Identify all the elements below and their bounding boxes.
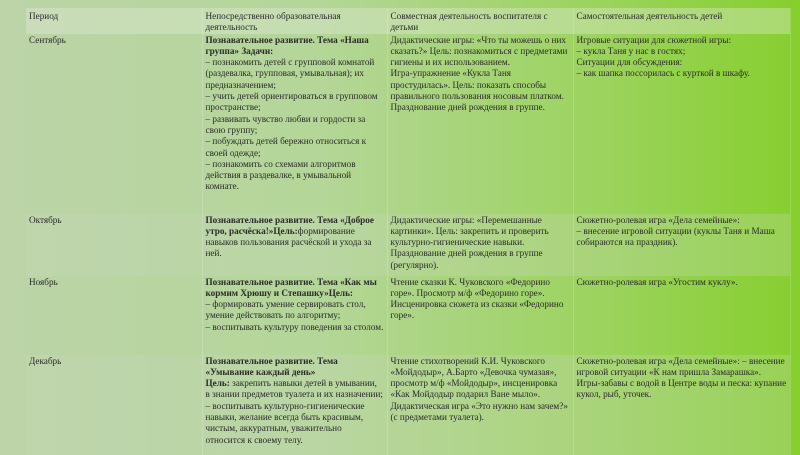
ood-line: – развивать чувство любви и гордости за свою группу; bbox=[205, 113, 366, 135]
independent-cell bbox=[573, 355, 790, 455]
indep-line: Игровые ситуации для сюжетной игры: bbox=[576, 34, 732, 45]
independent-cell bbox=[573, 214, 790, 276]
table-row-november bbox=[26, 276, 790, 355]
joint-line: Игра-упражнение «Кукла Таня простудилась». Цель: показать способы правильного пользования носовым платком. bbox=[390, 68, 564, 102]
table-row-september bbox=[26, 34, 790, 214]
header-direct-education: Непосредственно образовательная деятельность bbox=[202, 8, 387, 34]
indep-line: Сюжетно-ролевая игра «Дела семейные»: bbox=[576, 214, 740, 225]
indep-line: Сюжетно-ролевая игра «Дела семейные»: – внесение игровой ситуации «К нам пришла Замарашка». bbox=[576, 355, 785, 377]
ood-line: – познакомить со схемами алгоритмов действия в раздевалке, в умывальной комнате. bbox=[205, 158, 356, 192]
joint-line: Празднование дней рождения в группе. bbox=[390, 102, 545, 113]
ood-title: Познавательное развитие. Тема «Наша группа» Задачи: bbox=[205, 34, 369, 56]
ood-title: Познавательное развитие. Тема «Доброе утро, расчёска!» bbox=[205, 214, 374, 236]
independent-cell bbox=[573, 276, 790, 355]
month-cell: Октябрь bbox=[26, 214, 202, 276]
ood-title: Познавательное развитие. Тема «Умывание каждый день» bbox=[205, 355, 338, 377]
indep-line: – как шапка поссорилась с курткой в шкафу. bbox=[576, 68, 750, 79]
table-row-october bbox=[26, 214, 790, 276]
header-joint-activity: Совместная деятельность воспитателя с детьми bbox=[387, 8, 573, 34]
header-independent-activity: Самостоятельная деятельность детей bbox=[573, 8, 790, 34]
ood-cell bbox=[202, 355, 387, 455]
activity-plan-table bbox=[26, 8, 791, 455]
joint-cell bbox=[387, 276, 573, 355]
ood-goal-text: закрепить навыки детей в умывании, в знании предметов туалета и их назначении; bbox=[205, 378, 383, 400]
joint-line: Дидактические игры: «Перемешанные картинки». Цель: закрепить и проверить культурно-гигиенические навыки. bbox=[390, 214, 549, 248]
joint-line: Дидактическая игра «Это нужно нам зачем?» (с предметами туалета). bbox=[390, 400, 568, 423]
ood-goal-label: Цель: bbox=[273, 225, 298, 236]
joint-cell bbox=[387, 214, 573, 276]
ood-cell bbox=[202, 276, 387, 355]
ood-line: – учить детей ориентироваться в групповом пространстве; bbox=[205, 91, 378, 113]
table-row-december bbox=[26, 355, 790, 455]
ood-line: – познакомить детей с групповой комнатой (раздевалка, групповая, умывальная); их предназначением; bbox=[205, 57, 375, 90]
ood-line: – побуждать детей бережно относиться к своей одежде; bbox=[205, 136, 367, 158]
indep-line: – кукла Таня у нас в гостях; bbox=[576, 45, 686, 56]
ood-cell bbox=[202, 34, 387, 214]
ood-goal-label: Цель: bbox=[205, 378, 230, 389]
joint-line: Празднование дней рождения в группе (регулярно). bbox=[390, 248, 543, 270]
ood-line: – формировать умение сервировать стол, умение действовать по алгоритму; bbox=[205, 299, 366, 321]
indep-line: – внесение игровой ситуации (куклы Таня и Маша собираются на праздник). bbox=[576, 225, 775, 248]
independent-cell bbox=[573, 34, 790, 214]
indep-line: Ситуации для обсуждения: bbox=[576, 57, 683, 68]
joint-line: Дидактические игры: «Что ты можешь о них сказать?» Цель: познакомиться с предметами гигиены и их использованием. bbox=[390, 34, 568, 68]
ood-cell bbox=[202, 214, 387, 276]
month-cell: Ноябрь bbox=[26, 276, 202, 355]
indep-line: Сюжетно-ролевая игра «Угостим куклу». bbox=[576, 276, 738, 287]
table-header-row bbox=[26, 8, 790, 34]
ood-line: – воспитывать культуру поведения за столом. bbox=[205, 321, 384, 332]
month-cell: Декабрь bbox=[26, 355, 202, 455]
indep-line: Игры-забавы с водой в Центре воды и песка: купание кукол, рыб, уточек. bbox=[576, 378, 787, 400]
ood-line: – воспитывать культурно-гигиенические навыки, желание всегда быть красивым, чистым, аккуратным, уважительно относится к своему телу. bbox=[205, 400, 365, 445]
joint-line: Чтение стихотворений К.И. Чуковского «Мойдодыр», А.Барто «Девочка чумазая», просмотр м/ф «Мойдодыр», инсценировка «Как Мойдодыр подарил Ване мыло». bbox=[390, 355, 558, 400]
joint-cell bbox=[387, 355, 573, 455]
joint-cell bbox=[387, 34, 573, 214]
joint-line: Чтение сказки К. Чуковского «Федорино горе». Просмотр м/ф «Федорино горе». Инсценировка сюжета из сказки «Федорино горе». bbox=[390, 276, 564, 321]
ood-goal-label: Цель: bbox=[328, 287, 353, 298]
month-cell: Сентябрь bbox=[26, 34, 202, 214]
ood-title: Познавательное развитие. Тема «Как мы кормим Хрюшу и Степашку» bbox=[205, 276, 377, 298]
header-period: Период bbox=[26, 8, 202, 34]
ood-goal-text: формирование навыков пользования расчёской и ухода за ней. bbox=[205, 225, 372, 259]
